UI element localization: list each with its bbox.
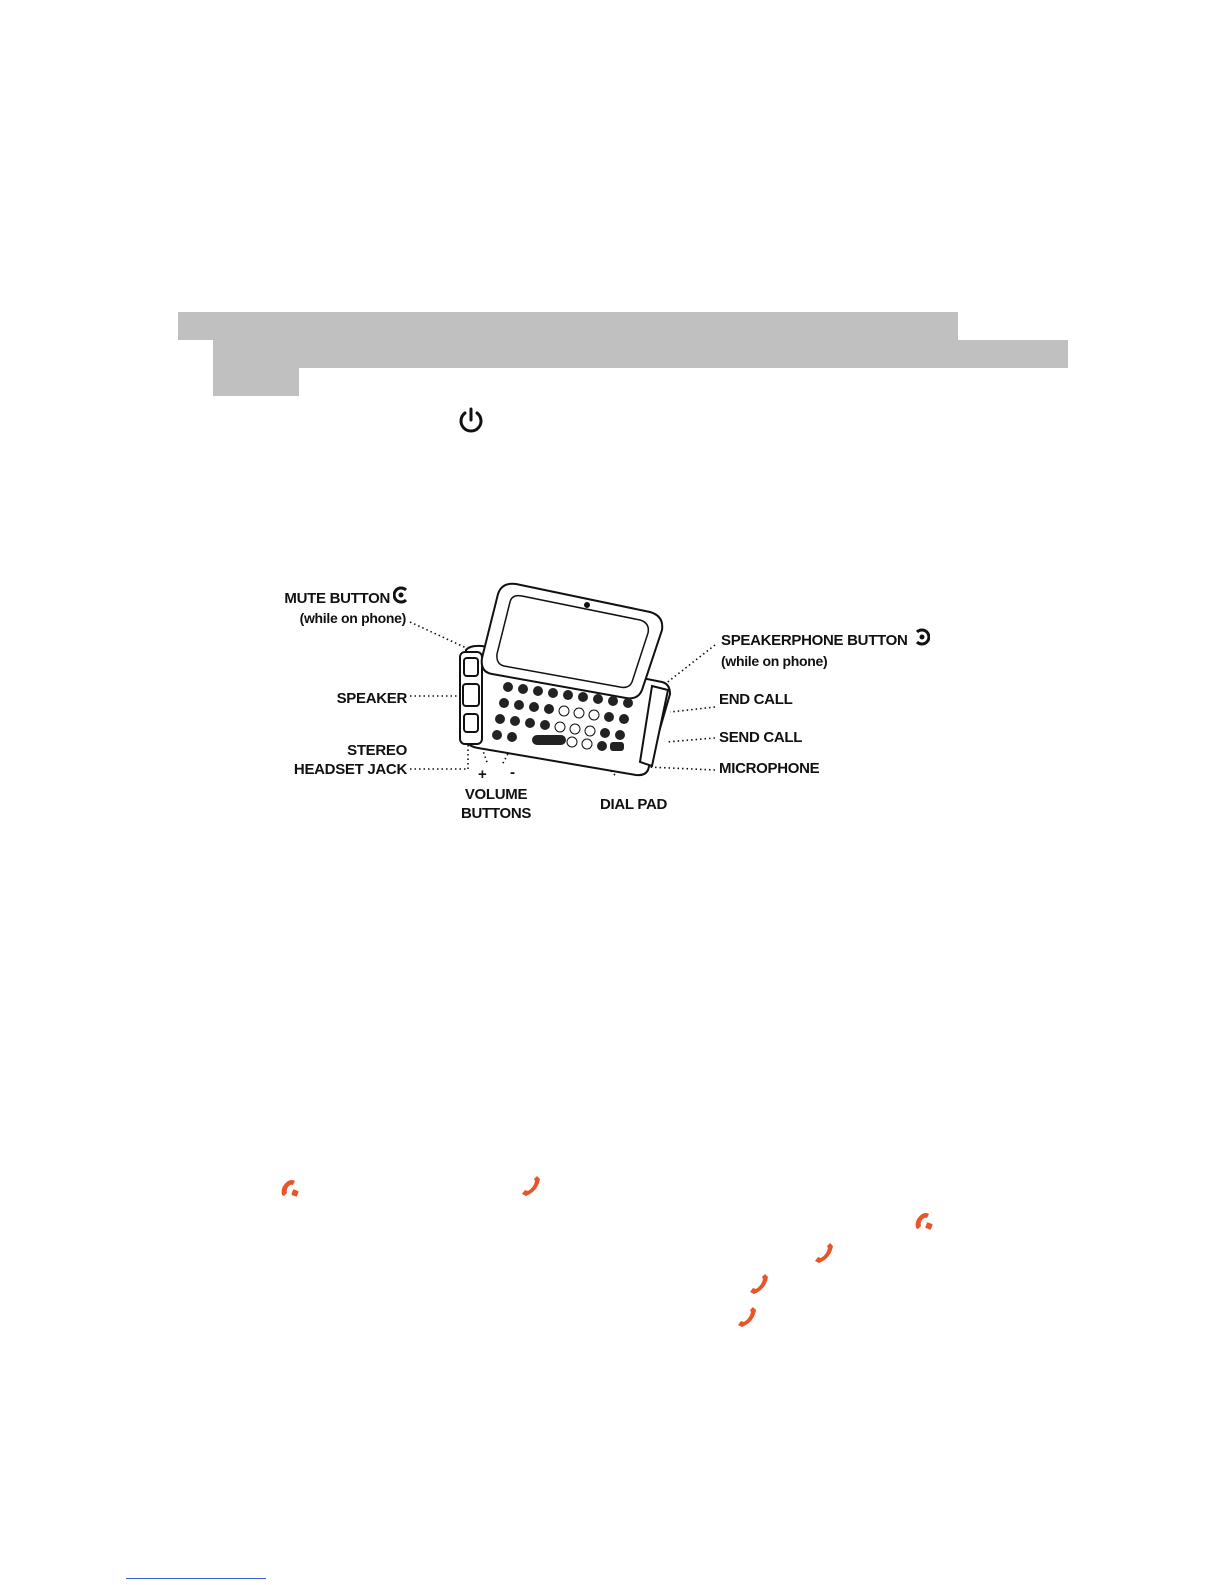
header-band-top [178, 312, 958, 340]
footer-link-underline[interactable] [126, 1578, 266, 1579]
send-call-icon [810, 1240, 836, 1266]
label-end-call: END CALL [719, 691, 793, 708]
label-volume: VOLUME [464, 786, 528, 803]
label-send-call: SEND CALL [719, 729, 803, 746]
label-speakerphone-sub: (while on phone) [721, 653, 828, 669]
mute-icon [393, 586, 409, 604]
label-volume-minus: - [510, 764, 515, 781]
header-band-middle [213, 340, 1068, 368]
label-buttons: BUTTONS [460, 805, 532, 822]
send-call-icon [745, 1271, 771, 1297]
end-call-icon [910, 1208, 936, 1234]
label-volume-plus: + [478, 766, 487, 783]
label-mute-sub: (while on phone) [299, 610, 406, 626]
end-call-icon [276, 1175, 302, 1201]
label-headset-jack: HEADSET JACK [293, 761, 407, 778]
label-microphone: MICROPHONE [719, 760, 820, 777]
label-speakerphone-button: SPEAKERPHONE BUTTON [721, 632, 908, 649]
send-call-icon [733, 1304, 759, 1330]
send-call-icon [517, 1173, 543, 1199]
label-speaker: SPEAKER [336, 690, 407, 707]
label-mute-button: MUTE BUTTON [284, 590, 390, 607]
power-icon [456, 405, 486, 435]
label-dial-pad: DIAL PAD [600, 796, 668, 813]
header-band-bottom [213, 368, 299, 396]
label-stereo: STEREO [347, 742, 407, 759]
speakerphone-icon [914, 628, 930, 646]
